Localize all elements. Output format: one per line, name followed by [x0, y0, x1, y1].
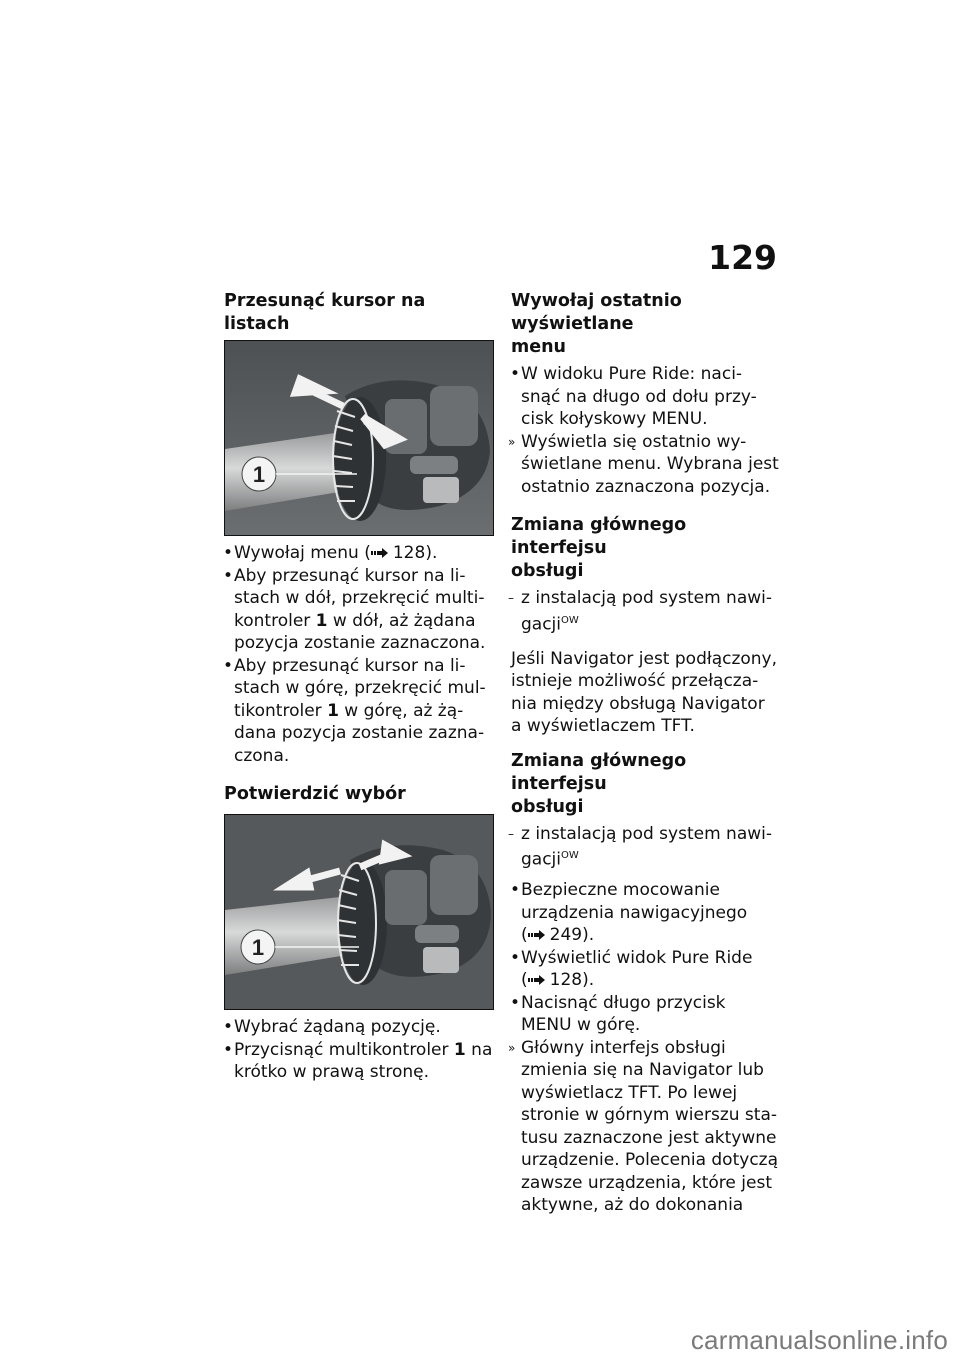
- list-item: • Wyświetlić widok Pure Ride ( 128).: [510, 947, 753, 991]
- item-text: Główny interfejs obsługi: [521, 1037, 726, 1058]
- heading-line: Wywołaj ostatnio wyświetlane: [511, 291, 682, 334]
- item-text: na: [465, 1039, 493, 1060]
- dash-marker: –: [508, 826, 514, 841]
- item-text: w dół, aż żądana: [327, 610, 476, 631]
- optional-equipment-marker: OW: [561, 850, 579, 862]
- list-item: [224, 1039, 494, 1084]
- paragraph-line: a wyświetlaczem TFT.: [511, 716, 695, 737]
- item-text: ).: [425, 543, 438, 563]
- section-heading-confirm-selection: Potwierdzić wybór: [224, 784, 406, 804]
- bullet: •: [510, 880, 521, 901]
- bullet: •: [223, 655, 234, 676]
- item-text: z instalacją pod system nawi-: [521, 823, 772, 844]
- list-item: [511, 363, 786, 431]
- bullet: •: [223, 543, 234, 563]
- item-text: snąć na długo od dołu przy-: [521, 386, 757, 407]
- item-text: urządzenia nawigacyjnego: [521, 902, 748, 923]
- item-text: wyświetlacz TFT. Po lewej: [521, 1082, 738, 1103]
- heading-line: Zmiana głównego interfejsu: [511, 515, 687, 558]
- right-column: [508, 290, 786, 1217]
- section-heading-change-interface-2: [511, 750, 786, 819]
- paragraph-line: Jeśli Navigator jest podłączony,: [511, 648, 778, 669]
- item-text: Wywołaj menu (: [234, 543, 371, 563]
- item-text: tusu zaznaczone jest aktywne: [521, 1127, 777, 1148]
- item-text: tikontroler: [234, 700, 328, 721]
- item-text: gacji: [521, 614, 562, 635]
- paragraph-line: istnieje możliwość przełącza-: [511, 671, 759, 692]
- item-text: gacji: [521, 849, 562, 870]
- heading-line: menu: [511, 337, 567, 357]
- list-item: [224, 1016, 494, 1039]
- result-item: [508, 431, 786, 499]
- section-heading-last-menu: [511, 290, 786, 359]
- condition-item: [508, 823, 786, 872]
- item-text: zawsze urządzenia, które jest: [521, 1172, 772, 1193]
- watermark: carmanualsonline.info: [690, 1325, 948, 1355]
- left-column: [224, 290, 494, 1084]
- item-text: Wybrać żądaną pozycję.: [234, 1017, 441, 1037]
- multicontroller-rotate-figure: [224, 340, 494, 536]
- item-text: zmienia się na Navigator lub: [521, 1060, 764, 1081]
- item-text: aktywne, aż do dokonania: [521, 1195, 744, 1216]
- item-text: pozycja zostanie zaznaczona.: [234, 633, 486, 653]
- section-heading-move-cursor: Przesunąć kursor na listach: [224, 291, 426, 334]
- page-reference-arrow-icon: [371, 547, 389, 559]
- item-text: krótko w prawą stronę.: [234, 1062, 429, 1082]
- item-text: MENU w górę.: [521, 1015, 641, 1036]
- item-text: stach w górę, przekręcić mul-: [234, 678, 486, 698]
- list-item: [224, 565, 494, 655]
- heading-line: Zmiana głównego interfejsu: [511, 750, 687, 794]
- item-text: Wyświetla się ostatnio wy-: [521, 431, 747, 452]
- list-item: [511, 992, 786, 1037]
- item-text: Aby przesunąć kursor na li-: [234, 565, 466, 586]
- ref-number-1: 1: [327, 700, 339, 721]
- item-text: dana pozycja zostanie zazna-: [234, 723, 485, 743]
- item-text: z instalacją pod system nawi-: [521, 588, 772, 608]
- page-number: 129: [708, 238, 777, 277]
- list-item: [224, 655, 494, 768]
- page-reference-link[interactable]: 249: [549, 925, 583, 946]
- paragraph: [511, 648, 786, 738]
- result-marker: »: [508, 434, 516, 449]
- page-reference-arrow-icon: [528, 974, 546, 986]
- item-text: cisk kołyskowy MENU.: [521, 409, 708, 429]
- item-text: stach w dół, przekręcić multi-: [234, 588, 485, 608]
- item-text: czona.: [234, 745, 290, 766]
- heading-line: obsługi: [511, 796, 584, 817]
- list-item: • Bezpieczne mocowanie urządzenia nawigacyjnego ( 249).: [510, 880, 748, 946]
- page-reference-arrow-icon: [528, 929, 546, 941]
- item-text: świetlane menu. Wybrana jest: [521, 454, 779, 474]
- paragraph-line: nia między obsługą Navigator: [511, 693, 765, 714]
- optional-equipment-marker: OW: [561, 614, 579, 626]
- item-text: W widoku Pure Ride: naci-: [521, 364, 743, 384]
- multicontroller-push-figure: [224, 814, 494, 1010]
- ref-number-1: 1: [453, 1039, 466, 1060]
- page-reference-link[interactable]: 128: [549, 970, 583, 991]
- bullet: •: [223, 1039, 234, 1060]
- callout-1: 1: [252, 462, 266, 487]
- result-item: [508, 1037, 786, 1217]
- bullet: •: [223, 1017, 234, 1037]
- item-text: w górę, aż żą-: [338, 700, 464, 721]
- item-text: ostatnio zaznaczona pozycja.: [521, 476, 771, 497]
- item-text: Nacisnąć długo przycisk: [521, 992, 726, 1013]
- bullet: •: [223, 565, 234, 586]
- item-text: Przycisnąć multikontroler: [234, 1039, 454, 1060]
- item-text: urządzenie. Polecenia dotyczą: [521, 1150, 779, 1171]
- item-text: Bezpieczne mocowanie: [521, 880, 720, 901]
- list-item: [224, 542, 494, 565]
- bullet: •: [510, 364, 521, 384]
- bullet: •: [510, 947, 521, 968]
- item-text: stronie w górnym wierszu sta-: [521, 1105, 777, 1126]
- page-reference-link[interactable]: 128: [392, 543, 426, 563]
- heading-line: obsługi: [511, 561, 584, 581]
- condition-item: [508, 587, 786, 636]
- item-text: Aby przesunąć kursor na li-: [234, 655, 466, 676]
- dash-marker: –: [508, 591, 514, 605]
- item-text: Wyświetlić widok Pure Ride: [521, 947, 753, 968]
- bullet: •: [510, 992, 521, 1013]
- section-heading-change-interface: [511, 514, 786, 583]
- ref-number-1: 1: [315, 610, 328, 631]
- item-text: kontroler: [234, 610, 316, 631]
- result-marker: »: [508, 1040, 516, 1055]
- callout-1: 1: [251, 935, 265, 960]
